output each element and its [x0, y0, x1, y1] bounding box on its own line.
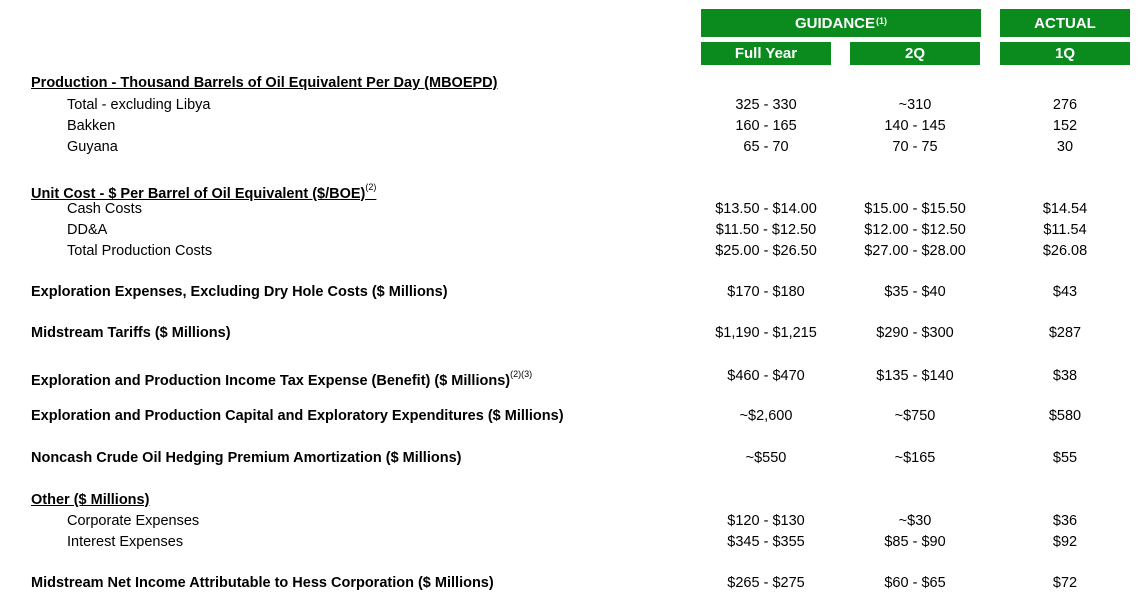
- unit-cost-section-row: [0, 179, 1139, 200]
- full-year-value: $13.50 - $14.00: [715, 201, 817, 217]
- full-year-label: Full Year: [734, 45, 798, 62]
- full-year-value: $11.50 - $12.50: [715, 222, 817, 238]
- total-production-costs-row: [0, 241, 1139, 262]
- full-year-value: $25.00 - $26.50: [715, 243, 817, 259]
- total-excluding-libya-row: [0, 95, 1139, 116]
- q2-value: ~$165: [894, 450, 936, 466]
- q1-value: $92: [1052, 534, 1078, 550]
- capital-expenditures-row: [0, 406, 1139, 427]
- row-label: [67, 137, 118, 158]
- row-label-text: Exploration and Production Income Tax Expense (Benefit) ($ Millions): [31, 372, 511, 389]
- full-year-value: $345 - $355: [727, 534, 805, 550]
- full-year-value: 160 - 165: [735, 118, 797, 134]
- q2-value: $15.00 - $15.50: [864, 201, 966, 217]
- q2-value: $60 - $65: [884, 575, 946, 591]
- cash-costs-row: [0, 199, 1139, 220]
- full-year-value: $460 - $470: [727, 368, 805, 384]
- q2-value: $290 - $300: [876, 325, 954, 341]
- full-year-value: 325 - 330: [735, 97, 797, 113]
- income-tax-expense-row: [0, 366, 1139, 387]
- row-footnote: (2): [365, 182, 377, 192]
- q2-value: $85 - $90: [884, 534, 946, 550]
- row-label-text: Production - Thousand Barrels of Oil Equivalent Per Day (MBOEPD): [31, 75, 498, 91]
- corporate-expenses-row: [0, 511, 1139, 532]
- row-label: [67, 116, 115, 137]
- q1-value: $11.54: [1043, 222, 1087, 238]
- row-label-text: Corporate Expenses: [67, 513, 200, 529]
- q1-value: $14.54: [1042, 201, 1088, 217]
- q1-value: $26.08: [1042, 243, 1088, 259]
- q1-value: $43: [1052, 284, 1078, 300]
- production-section-row: [0, 73, 1139, 94]
- row-label-text: Noncash Crude Oil Hedging Premium Amortization ($ Millions): [31, 450, 462, 466]
- other-section-row: [0, 490, 1139, 511]
- q1-value: $36: [1052, 513, 1078, 529]
- row-label-text: Total Production Costs: [67, 243, 213, 259]
- hedging-amortization-row: [0, 448, 1139, 469]
- row-label: [31, 366, 532, 392]
- guidance-label: GUIDANCE: [794, 14, 875, 32]
- full-year-value: $170 - $180: [727, 284, 805, 300]
- q2-value: $135 - $140: [876, 368, 954, 384]
- row-label: [31, 323, 231, 344]
- full-year-value: $265 - $275: [727, 575, 805, 591]
- row-label: [67, 511, 199, 532]
- row-label: [31, 73, 497, 94]
- midstream-tariffs-row: [0, 323, 1139, 344]
- row-label: [31, 406, 564, 427]
- q2-header: [850, 42, 980, 65]
- row-label: [31, 448, 461, 469]
- actual-label: ACTUAL: [1034, 14, 1096, 32]
- guidance-footnote: (1): [876, 16, 887, 26]
- q2-value: ~$30: [898, 513, 932, 529]
- dda-row: [0, 220, 1139, 241]
- row-label-text: Guyana: [67, 139, 118, 155]
- q1-value: 152: [1052, 118, 1078, 134]
- row-label: [31, 573, 494, 594]
- row-label-text: Exploration and Production Capital and Exploratory Expenditures ($ Millions): [31, 408, 564, 424]
- q1-value: $38: [1052, 368, 1078, 384]
- row-label-text: Midstream Net Income Attributable to Hess Corporation ($ Millions): [31, 575, 494, 591]
- q2-value: $12.00 - $12.50: [864, 222, 966, 238]
- exploration-expenses-row: [0, 282, 1139, 303]
- bakken-row: [0, 116, 1139, 137]
- row-label: [67, 220, 107, 241]
- interest-expenses-row: [0, 532, 1139, 553]
- row-label: [67, 95, 210, 116]
- row-footnote: (2)(3): [510, 369, 533, 379]
- row-label-text: Interest Expenses: [67, 534, 184, 550]
- q2-value: 70 - 75: [892, 139, 938, 155]
- q1-header: [1000, 42, 1130, 65]
- row-label: [31, 490, 149, 511]
- row-label-text: Cash Costs: [67, 201, 142, 217]
- full-year-header: [701, 42, 831, 65]
- row-label: [31, 282, 448, 303]
- actual-header: [1000, 9, 1130, 37]
- row-label-text: Total - excluding Libya: [67, 97, 211, 113]
- row-label: [67, 241, 212, 262]
- q2-value: 140 - 145: [884, 118, 946, 134]
- row-label-text: Other ($ Millions): [31, 492, 150, 508]
- guyana-row: [0, 137, 1139, 158]
- row-label-text: Midstream Tariffs ($ Millions): [31, 325, 231, 341]
- q1-value: 276: [1052, 97, 1078, 113]
- row-label: [67, 199, 142, 220]
- full-year-value: ~$2,600: [739, 408, 793, 424]
- q2-value: ~$750: [894, 408, 936, 424]
- row-label-text: Exploration Expenses, Excluding Dry Hole Costs ($ Millions): [31, 284, 448, 300]
- full-year-value: 65 - 70: [743, 139, 789, 155]
- q1-value: 30: [1056, 139, 1074, 155]
- row-label-text: Bakken: [67, 118, 116, 134]
- row-label: [67, 532, 183, 553]
- row-label-text: Unit Cost - $ Per Barrel of Oil Equivalent ($/BOE): [31, 185, 366, 202]
- q2-value: $35 - $40: [884, 284, 946, 300]
- q1-value: $72: [1052, 575, 1078, 591]
- q1-label: 1Q: [1054, 45, 1075, 62]
- full-year-value: $120 - $130: [727, 513, 805, 529]
- q2-value: ~310: [898, 97, 932, 113]
- row-label-text: DD&A: [67, 222, 108, 238]
- full-year-value: $1,190 - $1,215: [715, 325, 817, 341]
- q1-value: $580: [1048, 408, 1082, 424]
- midstream-net-income-row: [0, 573, 1139, 594]
- q1-value: $287: [1048, 325, 1082, 341]
- full-year-value: ~$550: [745, 450, 787, 466]
- guidance-header: [701, 9, 981, 37]
- q2-value: $27.00 - $28.00: [864, 243, 966, 259]
- q2-label: 2Q: [904, 45, 925, 62]
- q1-value: $55: [1052, 450, 1078, 466]
